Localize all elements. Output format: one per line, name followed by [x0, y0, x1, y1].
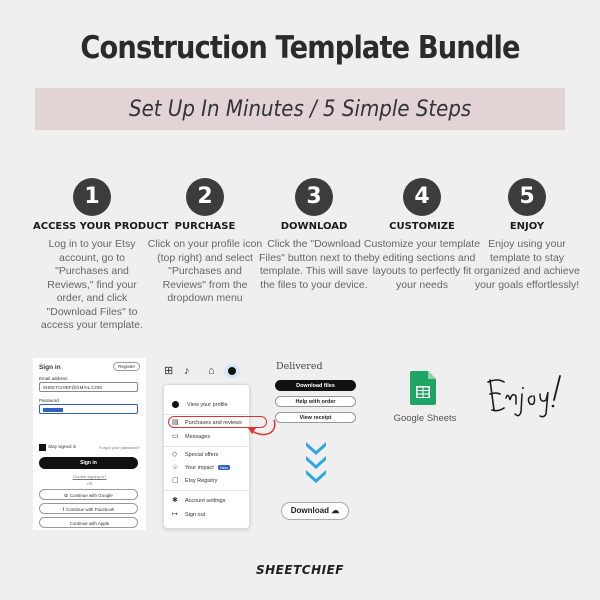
message-icon: ▭	[172, 433, 179, 440]
registry-icon: ▢	[172, 477, 179, 484]
email-field[interactable]: SHEETCHIEF@GMAIL.COM	[39, 382, 138, 392]
or-divider: OR	[86, 481, 93, 486]
profile-dropdown	[163, 384, 250, 529]
apple-label: Continue with Apple	[69, 521, 110, 526]
menu-item-account-settings[interactable]	[172, 497, 225, 504]
step-3	[255, 178, 373, 292]
menu-item-special-offers[interactable]	[172, 451, 218, 458]
step-title: ACCESS YOUR PRODUCT	[33, 221, 169, 232]
menu-label: View your profile	[187, 401, 228, 408]
step-number: 4	[403, 178, 441, 216]
step-text: Customize your template by editing sections and layouts to perfectly fit your needs	[363, 238, 481, 291]
enjoy-script-logo	[484, 370, 568, 420]
menu-label: Etsy Registry	[185, 477, 218, 484]
forgot-password-link[interactable]: Forgot your password?	[99, 445, 140, 450]
menu-label: Purchases and reviews	[185, 419, 242, 426]
password-selection	[43, 408, 63, 412]
register-button[interactable]: Register	[113, 362, 140, 371]
signin-panel	[33, 358, 146, 530]
sign-out-icon: ↦	[172, 511, 178, 518]
signin-button[interactable]: Sign in	[39, 457, 138, 469]
step-title: PURCHASE	[174, 221, 236, 232]
step-text: Click on your profile icon (top right) and select "Purchases and Reviews" from the dropdown menu	[147, 238, 263, 304]
receipt-icon: ▤	[172, 419, 179, 426]
down-arrows-icon	[304, 440, 328, 486]
gear-icon: ✱	[172, 497, 178, 504]
subtitle-band	[35, 88, 565, 130]
download-button[interactable]	[281, 502, 349, 520]
trouble-link[interactable]: Trouble signing in?	[72, 474, 107, 479]
signin-heading: Sign in	[39, 364, 61, 371]
google-icon: G	[64, 493, 68, 498]
profile-avatar-button[interactable]	[224, 364, 240, 378]
step-5	[468, 178, 586, 292]
brand-logo: SHEETCHIEF	[256, 563, 344, 577]
step-text: Enjoy using your template to stay organized and achieve your goals effortlessly!	[474, 238, 580, 291]
view-receipt-button[interactable]: View receipt	[275, 412, 356, 423]
tag-icon: ◇	[172, 451, 178, 458]
help-with-order-button[interactable]: Help with order	[275, 396, 356, 407]
gift-icon[interactable]: ⊞	[164, 365, 174, 377]
step-number: 5	[508, 178, 546, 216]
cart-icon[interactable]: ⌂	[208, 365, 215, 377]
menu-item-messages[interactable]	[172, 433, 210, 440]
stay-signed-in-checkbox[interactable]	[39, 444, 46, 451]
facebook-icon: f	[62, 507, 65, 512]
step-number: 2	[186, 178, 224, 216]
step-title: CUSTOMIZE	[389, 221, 455, 232]
new-badge: New	[219, 465, 228, 470]
email-label: Email address	[39, 376, 68, 381]
cloud-download-icon: ☁	[331, 506, 340, 515]
step-4	[363, 178, 481, 292]
step-title: DOWNLOAD	[280, 221, 348, 232]
step-text: Log in to your Etsy account, go to "Purchases and Reviews," find your order, and click "Download Files" to access your template.	[40, 238, 144, 331]
menu-item-sign-out[interactable]	[172, 511, 205, 518]
step-title: ENJOY	[509, 221, 545, 232]
divider	[164, 490, 249, 491]
step-number: 1	[73, 178, 111, 216]
menu-label: Sign out	[185, 511, 206, 518]
step-2	[146, 178, 264, 306]
step-1	[33, 178, 169, 333]
page-title: Construction Template Bundle	[80, 30, 520, 66]
menu-label: Special offers	[185, 451, 219, 458]
download-label: Download	[290, 506, 329, 515]
menu-item-purchases[interactable]	[172, 419, 242, 426]
google-signin-button[interactable]	[39, 489, 138, 500]
apple-signin-button[interactable]	[39, 517, 138, 528]
step-number: 3	[295, 178, 333, 216]
facebook-signin-button[interactable]	[39, 503, 138, 514]
divider	[164, 446, 249, 447]
avatar	[172, 401, 179, 408]
google-sheets-label: Google Sheets	[393, 413, 457, 424]
pointer-arrow-icon	[244, 418, 278, 442]
google-label: Continue with Google	[69, 493, 113, 498]
download-files-button[interactable]: Download files	[275, 380, 356, 391]
menu-item-view-profile[interactable]	[172, 401, 228, 408]
header-toolbar	[164, 364, 254, 378]
password-field[interactable]	[39, 404, 138, 414]
password-label: Password	[39, 398, 59, 403]
bell-icon[interactable]: ♪	[184, 365, 190, 377]
step-text: Click the "Download Files" button next to the template. This will save the files to your device.	[259, 238, 369, 291]
menu-item-registry[interactable]	[172, 477, 217, 484]
menu-label: Your impact	[185, 464, 214, 471]
subtitle: Set Up In Minutes / 5 Simple Steps	[128, 96, 472, 122]
leaf-icon: ♧	[172, 464, 179, 471]
google-sheets-icon	[410, 371, 436, 405]
avatar	[228, 367, 236, 375]
stay-signed-in-label: Stay signed in	[48, 444, 77, 449]
facebook-label: Continue with Facebook	[66, 507, 115, 512]
menu-label: Account settings	[185, 497, 226, 504]
divider	[164, 414, 249, 415]
menu-label: Messages	[185, 433, 211, 440]
menu-item-your-impact[interactable]	[172, 464, 230, 471]
delivered-heading: Delivered	[276, 361, 323, 372]
